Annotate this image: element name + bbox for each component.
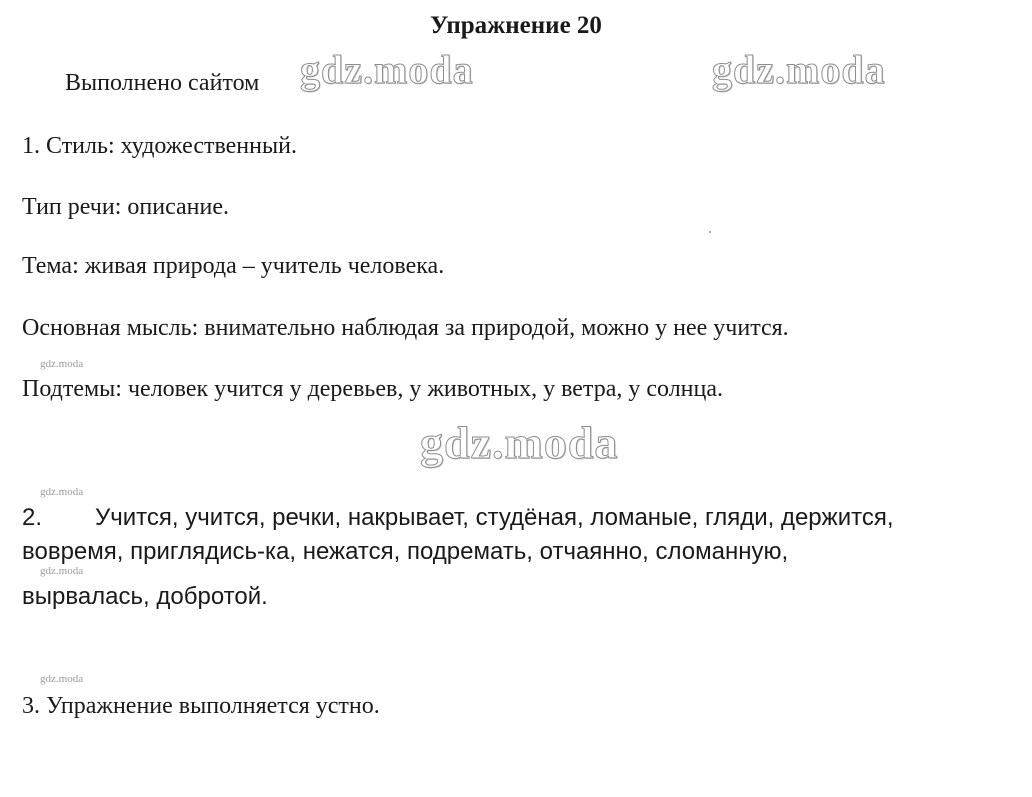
watermark-small-4: gdz.moda: [40, 673, 84, 685]
task2-line-1: Учится, учится, речки, накрывает, студёная, ломаные, гляди, держится,: [95, 504, 894, 531]
page-speck: [709, 231, 711, 233]
text-line-subthemes: Подтемы: человек учится у деревьев, у животных, у ветра, у солнца.: [22, 376, 724, 402]
page-title: Упражнение 20: [430, 12, 602, 39]
text-line-speech-type: Тип речи: описание.: [22, 194, 230, 220]
text-line-theme: Тема: живая природа – учитель человека.: [22, 253, 445, 279]
task3-line: 3. Упражнение выполняется устно.: [22, 693, 380, 719]
text-line-main-idea: Основная мысль: внимательно наблюдая за природой, можно у нее учится.: [22, 315, 789, 341]
task2-line-3: вырвалась, добротой.: [22, 583, 268, 610]
task2-number: 2.: [22, 504, 43, 531]
watermark-large-center: gdz.moda: [420, 417, 619, 468]
text-line-style: 1. Стиль: художественный.: [22, 133, 297, 159]
watermark-large-top-right: gdz.moda: [712, 47, 886, 92]
watermark-small-3: gdz.moda: [40, 565, 84, 577]
watermark-small-2: gdz.moda: [40, 486, 84, 498]
watermark-small-1: gdz.moda: [40, 358, 84, 370]
task2-line-2: вовремя, приглядись-ка, нежатся, подремать, отчаянно, сломанную,: [22, 538, 789, 565]
watermark-large-top-left: gdz.moda: [300, 47, 474, 92]
site-byline: Выполнено сайтом: [65, 70, 260, 96]
